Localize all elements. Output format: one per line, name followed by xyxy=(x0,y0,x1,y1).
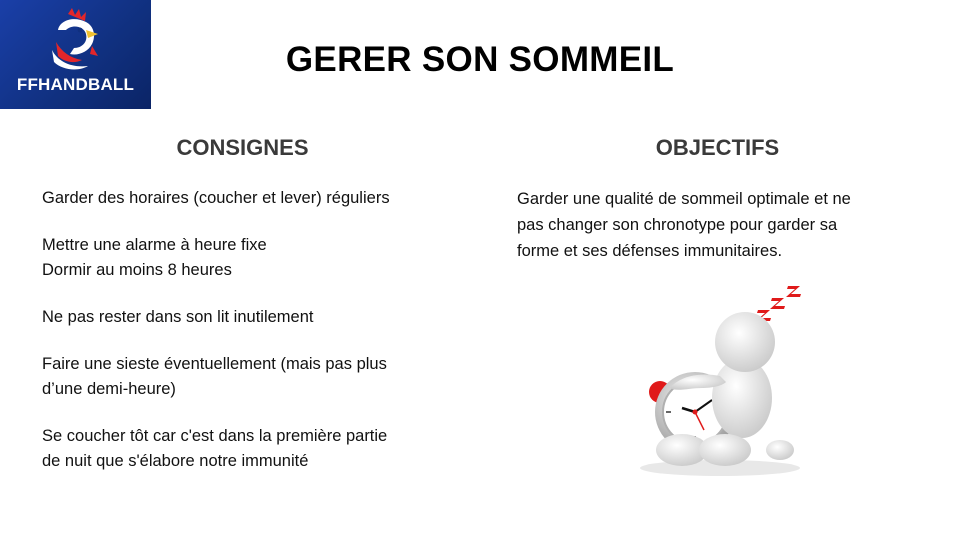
item-line: Mettre une alarme à heure fixe xyxy=(42,236,267,254)
list-item xyxy=(42,352,462,402)
item-line: Faire une sieste éventuellement (mais pas plus xyxy=(42,355,387,373)
obj-line: forme et ses défenses immunitaires. xyxy=(517,242,783,260)
list-item xyxy=(42,305,462,330)
list-item xyxy=(42,424,462,474)
logo-text: FFHANDBALL xyxy=(16,75,135,94)
item-line: d’une demi-heure) xyxy=(42,380,176,398)
obj-line: pas changer son chronotype pour garder sa xyxy=(517,216,838,234)
consignes-list xyxy=(42,186,462,496)
sleeping-figure-clock-illustration xyxy=(630,280,820,480)
objectifs-heading: OBJECTIFS xyxy=(655,135,780,160)
item-line: Ne pas rester dans son lit inutilement xyxy=(42,308,314,326)
item-line: de nuit que s'élabore notre immunité xyxy=(42,452,309,470)
item-line: Se coucher tôt car c'est dans la première partie xyxy=(42,427,388,445)
item-line: Dormir au moins 8 heures xyxy=(42,261,232,279)
item-line: Garder des horaires (coucher et lever) réguliers xyxy=(42,189,390,207)
rooster-icon xyxy=(48,8,104,72)
zzz-icon xyxy=(756,286,801,321)
list-item xyxy=(42,186,462,211)
ffhandball-logo xyxy=(0,0,151,109)
consignes-heading: CONSIGNES xyxy=(176,135,309,160)
obj-line: Garder une qualité de sommeil optimale et ne xyxy=(517,190,851,208)
page-title: GERER SON SOMMEIL xyxy=(285,40,675,79)
list-item xyxy=(42,233,462,283)
objectifs-text xyxy=(517,186,917,264)
